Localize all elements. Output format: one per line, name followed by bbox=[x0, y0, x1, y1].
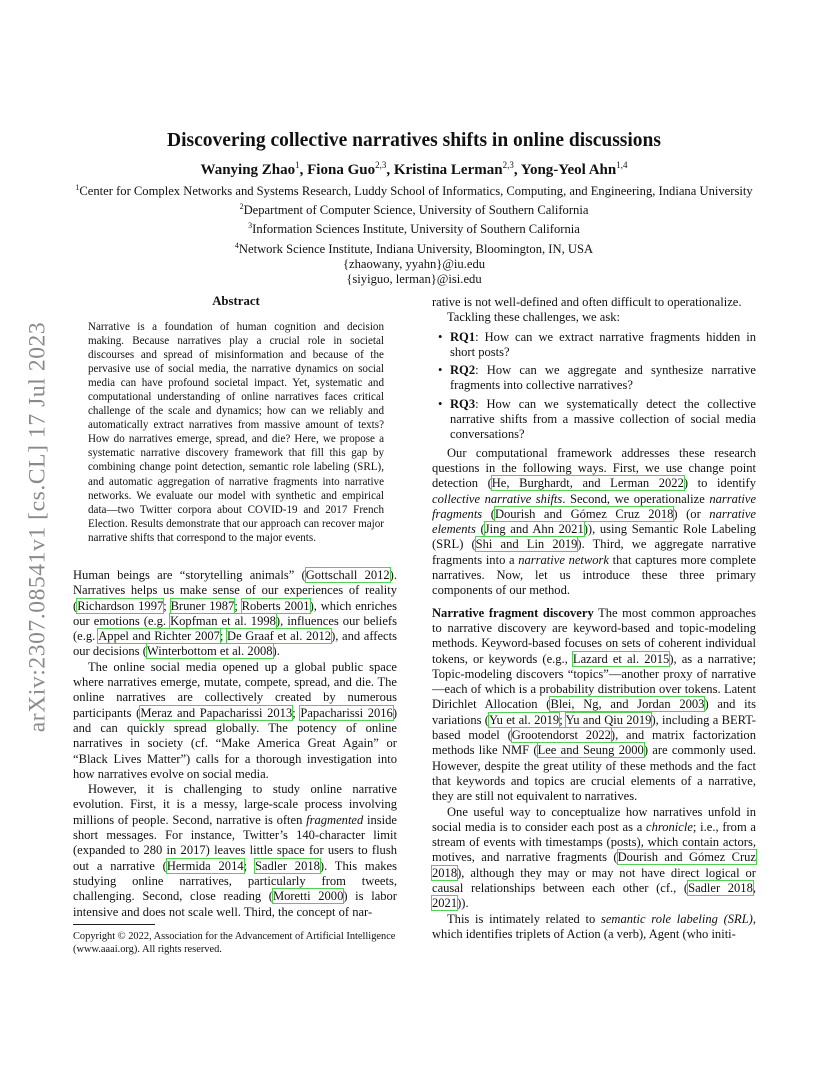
affiliation-3: $^3$Information Sciences Institute, University of Southern California bbox=[248, 221, 580, 237]
arxiv-id: arXiv:2307.08541v1 [cs.CL] 17 Jul 2023 bbox=[24, 321, 51, 733]
author-affil-sup: 1 bbox=[295, 160, 300, 170]
research-question: • RQ2: How can we aggregate and synthesize narrative fragments into collective narratives? bbox=[432, 363, 756, 394]
paper-title: Discovering collective narratives shifts in online discussions bbox=[167, 130, 661, 151]
citation-link[interactable]: Jing and Ahn 2021 bbox=[484, 522, 584, 537]
citation-link[interactable]: Lee and Seung 2000 bbox=[537, 743, 644, 758]
left-column bbox=[73, 568, 397, 920]
citation-link[interactable]: Dourish and Gómez Cruz 2018 bbox=[432, 850, 756, 880]
email-line-2: {siyiguo, lerman}@isi.edu bbox=[346, 272, 482, 287]
author-name: Yong-Yeol Ahn bbox=[520, 162, 617, 178]
author-list: Wanying Zhao$^1$, Fiona Guo$^{2,3}$, Kristina Lerman$^{2,3}$, Yong-Yeol Ahn$^{1,4}$ bbox=[200, 160, 628, 178]
author-name: Kristina Lerman bbox=[393, 162, 503, 178]
continued-paragraph: rative is not well-defined and often difficult to operationalize. bbox=[432, 295, 742, 309]
citation-link[interactable]: Winterbottom et al. 2008 bbox=[146, 644, 273, 659]
abstract-text: Narrative is a foundation of human cognition and decision making. Because narratives play a crucial role in societal discourses and spread of misinformation and because of the pervasive use of social media, the narrative dynamics on social media can have profound societal impact. Yet, systematic and computational understanding of online narratives faces critical challenge of the scale and dynamics; how can we reliably and automatically extract narratives from massive amount of texts? How do narratives emerge, spread, and die? Here, we propose a systematic narrative discovery framework that fill this gap by combining change point detection, semantic role labeling (SRL), and automatic aggregation of narrative fragments into narrative networks. We evaluate our model with synthetic and empirical data—two Twitter corpora about COVID-19 and 2017 French Election. Results demonstrate that our approach can recover major narrative shifts that correspond to the major events. bbox=[88, 321, 384, 544]
intro-paragraph-2: The online social media opened up a global public space where narratives emerge, mutate, compete, spread, and die. The online narratives are collectively created by numerous participants (Meraz and Papacharissi 2013; Papacharissi 2016) and can quickly spread globally. The potency of online narratives in society (cf. “Make America Great Again” or “Black Lives Matter”) calls for a thorough investigation into how narratives evolve on social media. bbox=[73, 659, 397, 781]
citation-link[interactable]: Kopfman et al. 1998 bbox=[170, 613, 276, 628]
affiliation-4: $^4$Network Science Institute, Indiana University, Bloomington, IN, USA bbox=[234, 240, 594, 256]
citation-link[interactable]: Bruner 1987 bbox=[170, 598, 235, 613]
affiliations bbox=[60, 180, 768, 287]
intro-paragraph-3: However, it is challenging to study online narrative evolution. First, it is a messy, large-scale process involving millions of people. Second, narrative is often fragmented inside short messages. For instance, Twitter’s 140-character limit (expanded to 280 in 2017) leaves little space for users to flush out a narrative (Hermida 2014; Sadler 2018). This makes studying online narratives, particularly from tweets, challenging. Second, close reading (Moretti 2000) is labor intensive and does not scale well. Third, the concept of nar- bbox=[73, 782, 397, 919]
arxiv-sidebar bbox=[18, 292, 58, 762]
citation-link[interactable]: Meraz and Papacharissi 2013 bbox=[140, 705, 293, 720]
research-questions bbox=[432, 330, 756, 443]
research-question: • RQ1: How can we extract narrative fragments hidden in short posts? bbox=[432, 330, 756, 361]
citation-link[interactable]: Yu and Qiu 2019 bbox=[565, 712, 652, 727]
citation-link[interactable]: Yu et al. 2019 bbox=[488, 712, 560, 727]
citation-link[interactable]: Sadler 2018 bbox=[254, 858, 320, 873]
affiliation-2: $^2$Department of Computer Science, University of Southern California bbox=[239, 202, 589, 218]
email-line-1: {zhaowany, yyahn}@iu.edu bbox=[342, 256, 486, 271]
affiliation-1: $^1$Center for Complex Networks and Systems Research, Luddy School of Informatics, Computing, and Engineering, Indiana University bbox=[75, 183, 753, 198]
citation-link[interactable]: Hermida 2014 bbox=[166, 858, 244, 873]
author-affil-sup: 2,3 bbox=[375, 160, 387, 170]
citation-link[interactable]: Lazard et al. 2015 bbox=[572, 651, 670, 666]
intro-paragraph-1: Human beings are “storytelling animals” (Gottschall 2012). Narratives helps us make sense of our experiences of reality (Richardson 1997; Bruner 1987; Roberts 2001), which enriches our emotions (e.g. Kopfman et al. 1998), influences our beliefs (e.g. Appel and Richter 2007; De Graaf et al. 2012), and affects our decisions (Winterbottom et al. 2008). bbox=[73, 568, 398, 659]
citation-link[interactable]: Grootendorst 2022 bbox=[511, 728, 611, 743]
author-affil-sup: 2,3 bbox=[502, 160, 514, 170]
right-column bbox=[432, 295, 756, 942]
section-heading: Narrative fragment discovery bbox=[432, 605, 594, 620]
author-name: Fiona Guo bbox=[307, 162, 376, 178]
citation-link[interactable]: Sadler 2018 bbox=[688, 880, 753, 895]
research-question: • RQ3: How can we systematically detect the collective narrative shifts from a massive collection of social media conversations? bbox=[432, 397, 756, 443]
citation-link[interactable]: Shi and Lin 2019 bbox=[475, 537, 578, 552]
citation-link[interactable]: He, Burghardt, and Lerman 2022 bbox=[491, 476, 684, 491]
author-name: Wanying Zhao bbox=[200, 162, 296, 178]
citation-link[interactable]: Roberts 2001 bbox=[241, 598, 310, 613]
author-affil-sup: 1,4 bbox=[616, 160, 628, 170]
citation-link[interactable]: Richardson 1997 bbox=[77, 598, 164, 613]
srl-paragraph: This is intimately related to semantic role labeling (SRL), which identifies triplets of Action (a verb), Agent (who initi- bbox=[432, 911, 756, 941]
citation-link[interactable]: Dourish and Gómez Cruz 2018 bbox=[494, 506, 674, 521]
footnote-rule bbox=[73, 924, 155, 925]
discovery-paragraph: Narrative fragment discovery The most common approaches to narrative discovery are keyword-based and topic-modeling methods. Keyword-based focuses on sets of coherent individual tokens, or keywords (e.g., Lazard et al. 2015), as a narrative; Topic-modeling discovers “topics”—another proxy of narrative—each of which is a probability distribution over tokens. Latent Dirichlet Allocation (Blei, Ng, and Jordan 2003) and its variations (Yu et al. 2019; Yu and Qiu 2019), including a BERT-based model (Grootendorst 2022), and matrix factorization methods like NMF (Lee and Seung 2000) are commonly used. However, despite the great utility of these methods and the fact that keywords and topics are crucial elements of a narrative, they are still not equivalent to narratives. bbox=[432, 605, 756, 804]
citation-link[interactable]: Appel and Richter 2007 bbox=[98, 629, 220, 644]
citation-link[interactable]: Papacharissi 2016 bbox=[300, 705, 393, 720]
framework-paragraph: Our computational framework addresses these research questions in the following ways. First, we use change point detection (He, Burghardt, and Lerman 2022) to identify collective narrative shifts. Second, we operationalize narrative fragments (Dourish and Gómez Cruz 2018) (or narrative elements (Jing and Ahn 2021)), using Semantic Role Labeling (SRL) (Shi and Lin 2019). Third, we aggregate narrative fragments into a narrative network that captures more complete narratives. Now, let us introduce these three primary components of our method. bbox=[432, 445, 757, 598]
citation-link[interactable]: Gottschall 2012 bbox=[305, 568, 390, 582]
copyright-footnote: Copyright © 2022, Association for the Advancement of Artificial Intelligence (www.aaai.org). All rights reserved. bbox=[73, 931, 396, 956]
citation-link[interactable]: De Graaf et al. 2012 bbox=[227, 629, 332, 644]
citation-link[interactable]: 2021 bbox=[432, 896, 458, 911]
abstract-heading: Abstract bbox=[212, 294, 260, 308]
chronicle-paragraph: One useful way to conceptualize how narratives unfold in social media is to consider each post as a chronicle; i.e., from a stream of events with timestamps (posts), which contain actors, motives, and narrative fragments (Dourish and Gómez Cruz 2018), although they may or may not have direct logical or causal relationships between each other (cf., (Sadler 2018, 2021)). bbox=[432, 804, 757, 911]
rq-intro: Tackling these challenges, we ask: bbox=[447, 310, 620, 325]
citation-link[interactable]: Blei, Ng, and Jordan 2003 bbox=[550, 697, 705, 712]
citation-link[interactable]: Moretti 2000 bbox=[272, 889, 344, 904]
